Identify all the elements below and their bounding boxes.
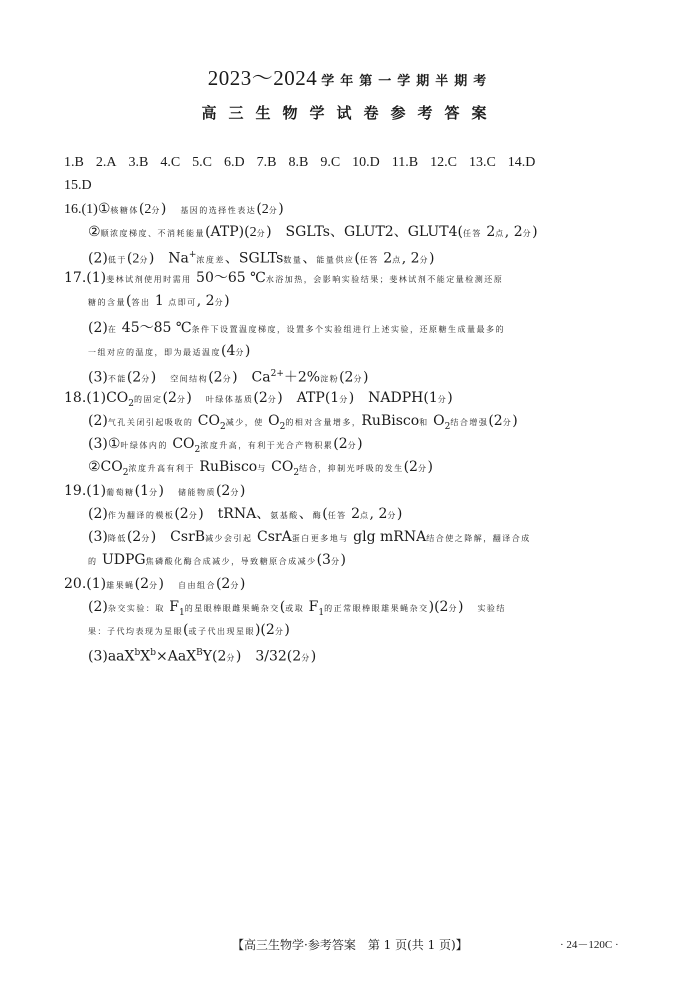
q17-part2: (2)在 45～85 ℃条件下设置温度梯度，设置多个实验组进行上述实验，还原糖生成量最多的 [88,320,506,336]
choice-answer: 2.A [95,155,117,170]
q16-part1: 16.(1)①核糖体(2分) 基因的选择性表达(2分) [64,201,284,217]
choice-answer: 6.D [224,155,245,170]
q16-part1b: ②顺浓度梯度、不消耗能量(ATP)(2分) SGLTs、GLUT2、GLUT4(任答 2点, 2分) [88,224,538,240]
exam-year-title [0,62,700,92]
q17-part1: 17.(1)斐林试剂使用时需用 50～65 ℃水浴加热，会影响实验结果；斐林试剂不能定量检测还原 [64,270,504,286]
choice-answer: 14.D [507,155,536,170]
q18-part3: (3)①叶绿体内的 $CO_2$浓度升高，有利于光合产物积累(2分) [88,436,363,455]
choice-answer: 13.C [468,155,496,170]
q18-part1: $18.(1)CO_2$的固定(2分) 叶绿体基质(2分) ATP(1分) NADPH(1分) [64,390,453,409]
q19-part3: (3)降低(2分) CsrB减少会引起 CsrA蛋白更多地与 glg mRNA结合使之降解，翻译合成 [88,529,531,545]
choice-answer: 12.C [430,155,457,170]
choice-answer: 7.B [256,155,277,170]
q16-part2: (2)低于(2分) Na+浓度差、SGLTs数量、能量供应(任答 2点, 2分) [88,250,435,267]
exam-code: · 24－120C · [560,939,619,951]
q20-part2b: 果：子代均表现为星眼(或子代出现星眼)(2分) [88,622,290,638]
term-label: 学年第一学期半期考 [321,74,493,89]
q17-part1b: 糖的含量(答出 1 点即可, 2分) [88,293,230,309]
q20-part3: $(3)aaX^bX^b\times AaX^BY(2$分) 3/32(2分) [88,648,317,665]
q18-part2: (2)气孔关闭引起吸收的 $CO_2$减少，使 $O_2$的相对含量增多，RuBisco和 $O_2$结合增强(2分) [88,413,518,432]
choice-answer: 1.B [64,155,84,170]
choice-answer: 10.D [352,155,380,170]
choice-answer: 5.C [192,155,212,170]
choice-answers-row [64,152,547,173]
q17-part3: (3)不能(2分) 空间结构(2分) $Ca^{2+}+2\%$淀粉(2分) [88,369,369,386]
q17-part2b: 一组对应的温度，即为最适温度(4分) [88,343,251,359]
q20-part1: 20.(1)雄果蝇(2分) 自由组合(2分) [64,576,246,592]
choice-answer: 11.B [391,155,419,170]
page-footer: 【高三生物学·参考答案 第 1 页(共 1 页)】 [232,938,468,952]
answer-15: 15.D [64,178,92,193]
choice-answer: 3.B [128,155,149,170]
choice-answer: 9.C [320,155,341,170]
q19-part1: 19.(1)葡萄糖(1分) 储能物质(2分) [64,483,246,499]
choice-answer: 4.C [160,155,181,170]
page-title: 高三生物学试卷参考答案 [201,104,499,122]
q20-part2: (2)杂交实验：取 $F_1$的星眼棒眼雌果蝇杂交(或取 $F_1$的正常眼棒眼雄果蝇杂交)(2分) 实验结 [88,599,506,618]
q19-part3b: 的 UDPG焦磷酸化酶合成减少，导致糖原合成减少(3分) [88,552,346,568]
year-range: 2023～2024 [207,66,318,90]
q19-part2: (2)作为翻译的模板(2分) tRNA、氨基酸、酶(任答 2点, 2分) [88,506,403,522]
choice-answer: 8.B [288,155,309,170]
q18-part3b: $②CO_2$浓度升高有利于 RuBisco与 $CO_2$结合，抑制光呼吸的发生(2分) [88,459,433,478]
